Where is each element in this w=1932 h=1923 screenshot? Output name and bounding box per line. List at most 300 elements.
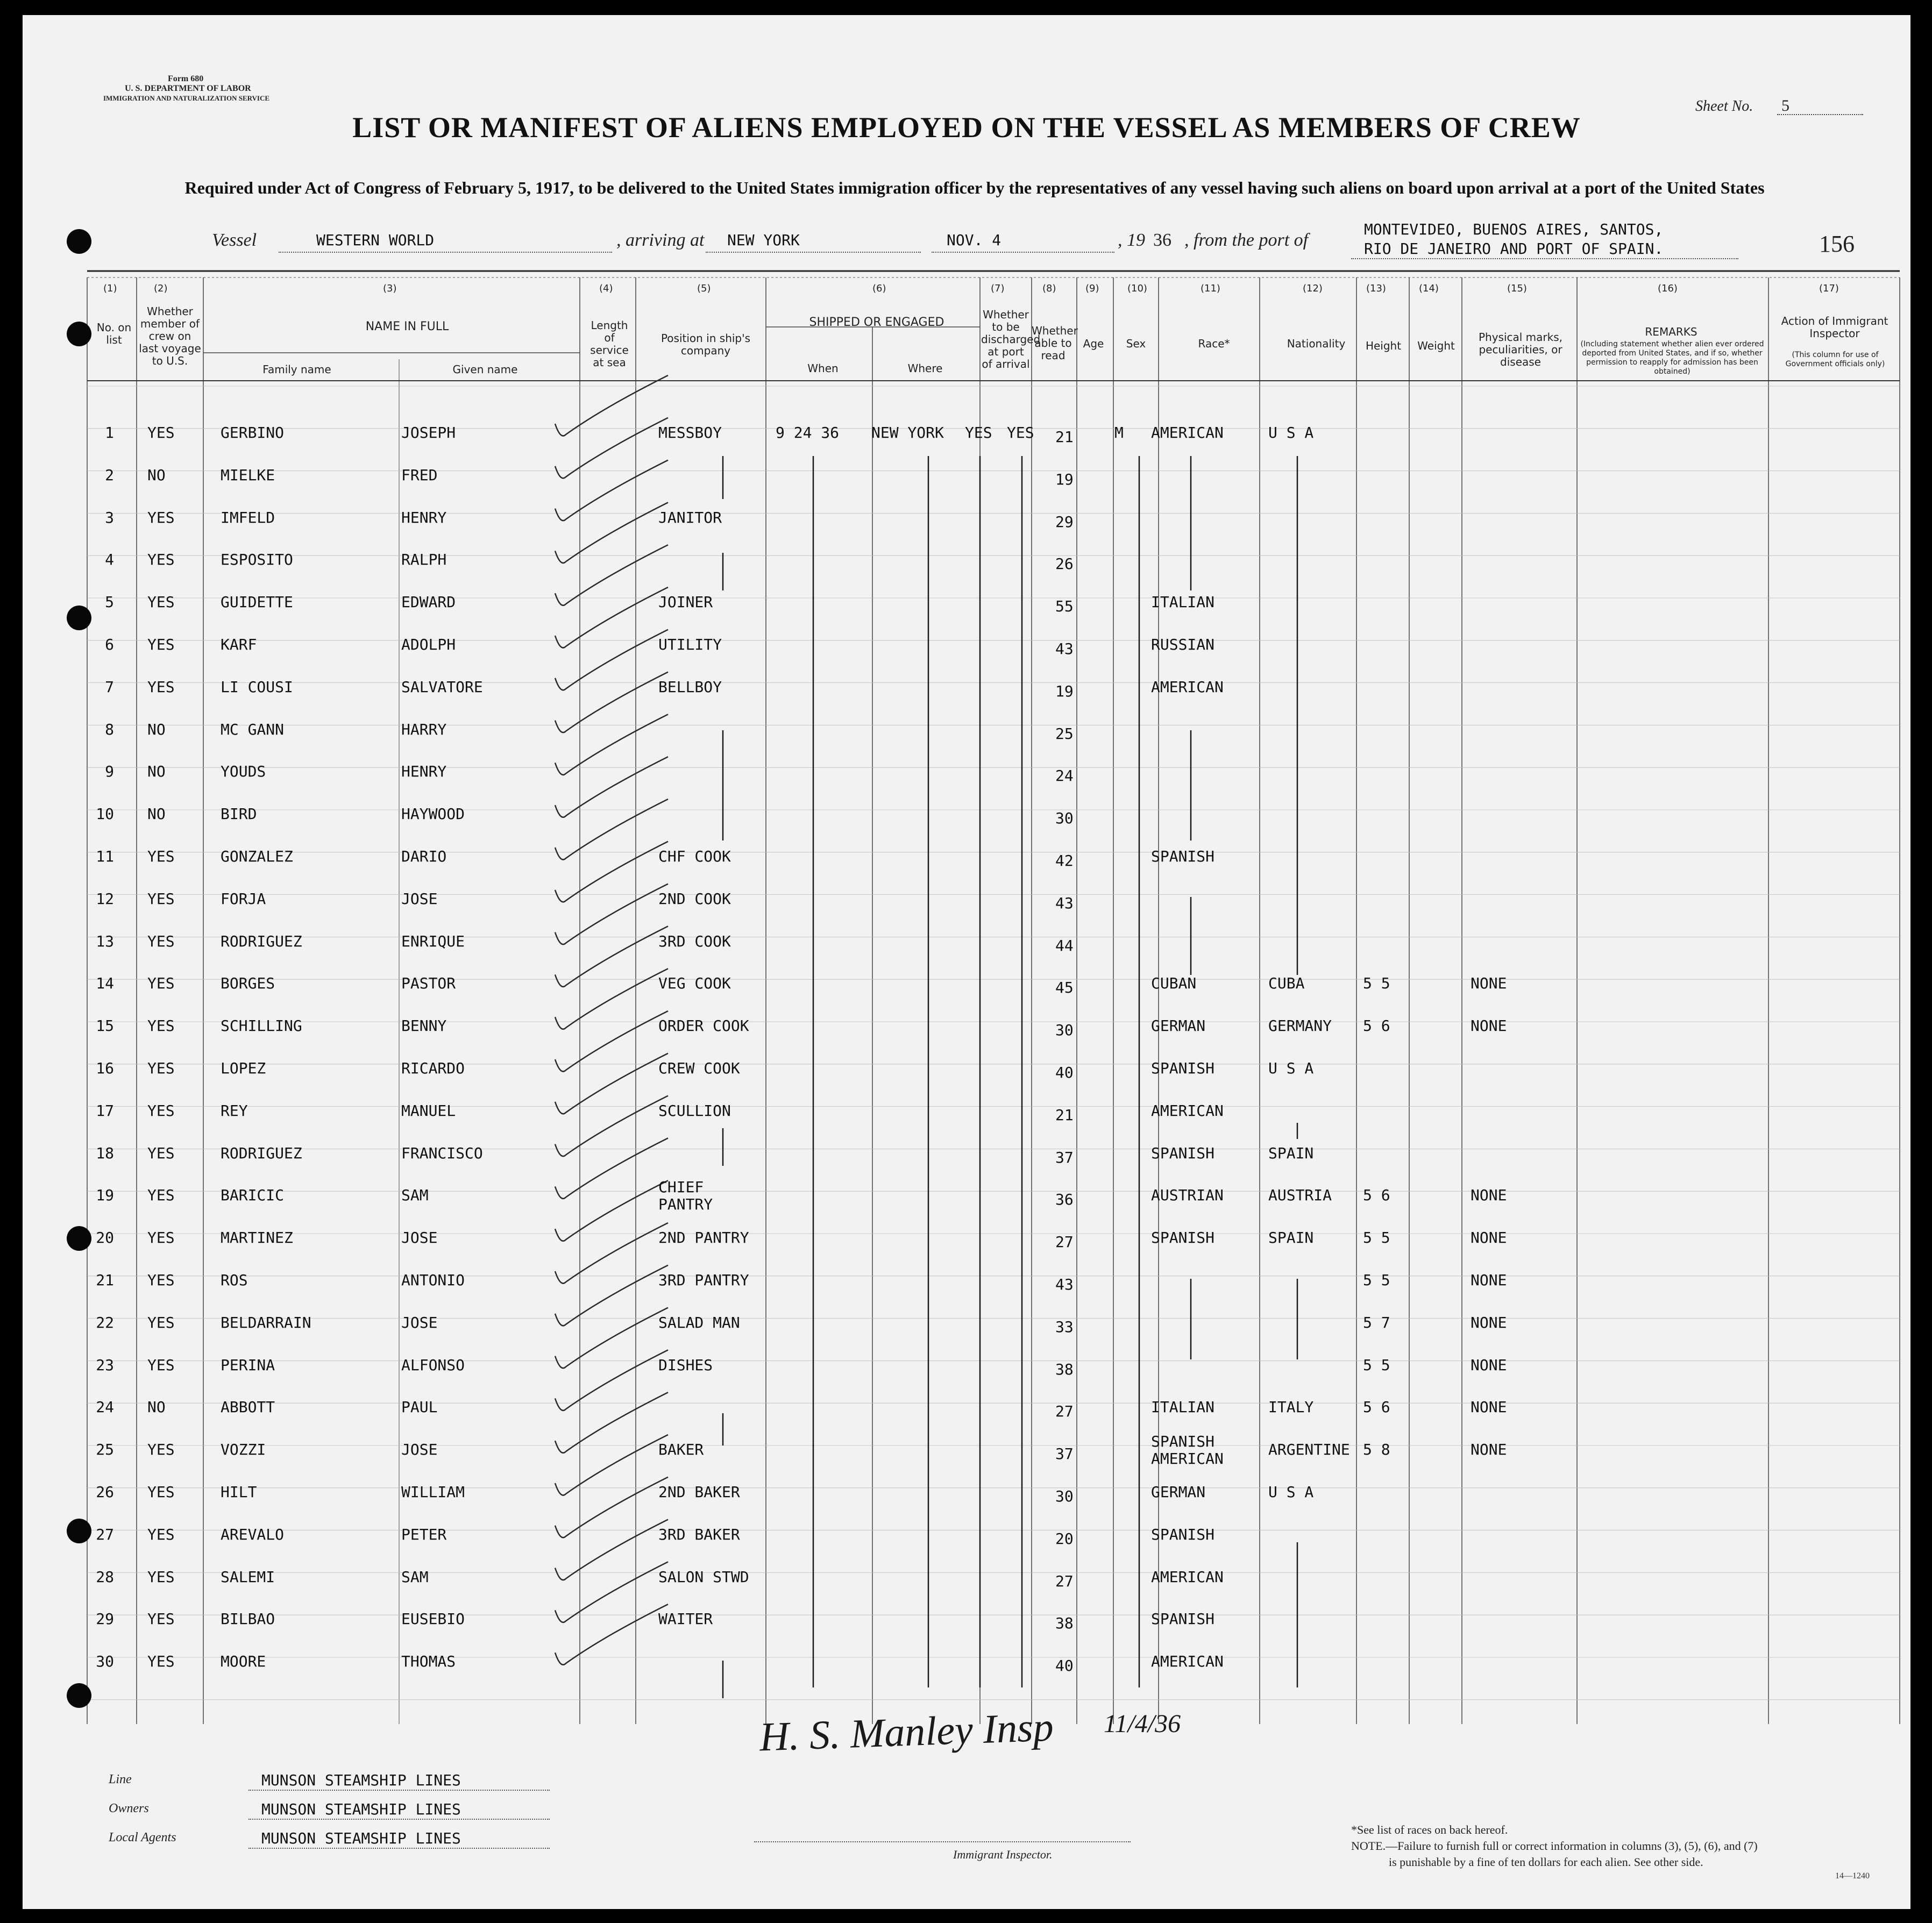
row-number: 13: [96, 932, 114, 950]
family-name: MC GANN: [221, 720, 285, 738]
column-header-family-name: Family name: [262, 363, 331, 376]
given-name: JOSE: [401, 1229, 438, 1247]
previous-voyage: YES: [147, 424, 175, 441]
previous-voyage: YES: [147, 678, 175, 696]
previous-voyage: YES: [147, 1229, 175, 1247]
column-number-9: (9): [1085, 283, 1099, 294]
column-number-12: (12): [1303, 283, 1323, 294]
owners-label: Owners: [109, 1801, 149, 1815]
previous-voyage: YES: [147, 847, 175, 865]
family-name: ESPOSITO: [221, 551, 293, 569]
race: SPANISH: [1151, 1059, 1215, 1077]
position: SCULLION: [658, 1101, 731, 1120]
age: 44: [1055, 936, 1074, 955]
given-name: PETER: [401, 1525, 447, 1543]
given-name: JOSE: [401, 1441, 438, 1459]
owners-value: MUNSON STEAMSHIP LINES: [261, 1800, 461, 1818]
race: AMERICAN: [1151, 678, 1224, 696]
family-name: BORGES: [221, 974, 275, 993]
race: SPANISH: [1151, 1144, 1215, 1162]
column-header-weight: Weight: [1417, 339, 1455, 352]
column-number-1: (1): [103, 283, 117, 294]
race: RUSSIAN: [1151, 636, 1215, 653]
column-header-given-name: Given name: [452, 363, 518, 376]
race: AMERICAN: [1151, 1568, 1224, 1586]
column-number-15: (15): [1507, 283, 1527, 294]
family-name: KARF: [221, 636, 257, 653]
row-number: 5: [105, 593, 114, 611]
position: JANITOR: [658, 508, 722, 526]
age: 30: [1055, 1021, 1074, 1039]
family-name: BARICIC: [221, 1186, 285, 1205]
age: 27: [1055, 1233, 1074, 1251]
family-name: BILBAO: [221, 1610, 275, 1628]
given-name: FRANCISCO: [401, 1144, 483, 1162]
row-number: 21: [96, 1271, 114, 1289]
vessel-name: WESTERN WORLD: [316, 231, 435, 249]
column-number-10: (10): [1127, 283, 1147, 294]
nationality: GERMANY: [1268, 1017, 1332, 1035]
nationality: SPAIN: [1268, 1229, 1314, 1247]
given-name: EUSEBIO: [401, 1610, 465, 1628]
row-number: 25: [96, 1441, 114, 1459]
nationality: SPAIN: [1268, 1144, 1314, 1162]
arrival-date: NOV. 4: [947, 231, 1001, 249]
family-name: IMFELD: [221, 508, 275, 526]
given-name: SAM: [401, 1186, 429, 1205]
race: SPANISH: [1151, 1610, 1215, 1628]
vessel-line: [279, 252, 612, 253]
column-header-action: Action of Immigrant Inspector: [1781, 315, 1888, 340]
page-title: LIST OR MANIFEST OF ALIENS EMPLOYED ON THE VESSEL AS MEMBERS OF CREW: [352, 111, 1581, 144]
position: ORDER COOK: [658, 1017, 749, 1035]
previous-voyage: YES: [147, 1525, 175, 1543]
height: 5 5: [1363, 974, 1390, 993]
nationality: AUSTRIA: [1268, 1186, 1332, 1205]
age: 40: [1055, 1657, 1074, 1675]
previous-voyage: YES: [147, 1101, 175, 1120]
row-number: 10: [96, 805, 114, 823]
age: 25: [1055, 724, 1074, 743]
position: 3RD COOK: [658, 932, 731, 950]
race: AMERICAN: [1151, 1653, 1224, 1671]
previous-voyage: YES: [147, 636, 175, 653]
sheet-number-label: Sheet No.: [1695, 98, 1753, 115]
family-name: LI COUSI: [221, 678, 293, 696]
age: 27: [1055, 1572, 1074, 1590]
previous-voyage: YES: [147, 1441, 175, 1459]
physical-marks: NONE: [1471, 974, 1507, 993]
given-name: SALVATORE: [401, 678, 483, 696]
check-mark: [555, 1604, 668, 1665]
family-name: MARTINEZ: [221, 1229, 293, 1247]
family-name: GUIDETTE: [221, 593, 293, 611]
inspector-label: Immigrant Inspector.: [953, 1848, 1053, 1861]
row-number: 15: [96, 1017, 114, 1035]
age: 33: [1055, 1317, 1074, 1336]
row-number: 24: [96, 1398, 114, 1416]
row-number: 23: [96, 1356, 114, 1374]
given-name: JOSE: [401, 1313, 438, 1331]
previous-voyage: YES: [147, 1568, 175, 1586]
column-header-race: Race*: [1198, 337, 1230, 350]
agents-value: MUNSON STEAMSHIP LINES: [261, 1829, 461, 1847]
column-header-discharged: Whether to be discharged at port of arrival: [981, 308, 1041, 371]
previous-voyage: NO: [147, 763, 166, 781]
agents-value-line: [248, 1848, 550, 1849]
position: CREW COOK: [658, 1059, 740, 1077]
age: 30: [1055, 1487, 1074, 1505]
row-number: 7: [105, 678, 114, 696]
discharged: YES: [965, 424, 992, 441]
shipped-when: 9 24 36: [776, 424, 840, 441]
height: 5 6: [1363, 1017, 1390, 1035]
race: GERMAN: [1151, 1483, 1206, 1501]
age: 26: [1055, 555, 1074, 573]
row-number: 20: [96, 1229, 114, 1247]
family-name: BELDARRAIN: [221, 1313, 311, 1331]
from-port-line1: MONTEVIDEO, BUENOS AIRES, SANTOS,: [1364, 220, 1664, 238]
family-name: GONZALEZ: [221, 847, 293, 865]
previous-voyage: YES: [147, 1313, 175, 1331]
row-number: 19: [96, 1186, 114, 1205]
given-name: RICARDO: [401, 1059, 465, 1077]
position: SALON STWD: [658, 1568, 749, 1586]
position: WAITER: [658, 1610, 713, 1628]
position: VEG COOK: [658, 974, 731, 993]
family-name: PERINA: [221, 1356, 275, 1374]
position: 2ND PANTRY: [658, 1229, 749, 1247]
manifest-sheet: [23, 15, 1910, 1909]
row-number: 29: [96, 1610, 114, 1628]
age: 38: [1055, 1614, 1074, 1633]
punch-hole: [67, 322, 91, 346]
from-port-line2: RIO DE JANEIRO AND PORT OF SPAIN.: [1364, 240, 1664, 258]
column-number-2: (2): [154, 283, 168, 294]
given-name: HAYWOOD: [401, 805, 465, 823]
row-number: 22: [96, 1313, 114, 1331]
given-name: DARIO: [401, 847, 447, 865]
previous-voyage: NO: [147, 720, 166, 738]
line-value-line: [248, 1790, 550, 1791]
row-number: 27: [96, 1525, 114, 1543]
family-name: YOUDS: [221, 763, 266, 781]
row-number: 4: [105, 551, 114, 569]
year-label: , 19: [1118, 230, 1145, 250]
row-number: 1: [105, 424, 114, 441]
column-number-5: (5): [697, 283, 711, 294]
physical-marks: NONE: [1471, 1017, 1507, 1035]
vessel-label: Vessel: [212, 230, 257, 250]
column-number-16: (16): [1658, 283, 1678, 294]
age: 43: [1055, 1276, 1074, 1293]
column-header-action-note: (This column for use of Government officials only): [1785, 351, 1885, 368]
sex: M: [1114, 424, 1124, 441]
column-number-17: (17): [1819, 283, 1839, 294]
age: 38: [1055, 1360, 1074, 1378]
row-number: 14: [96, 974, 114, 993]
position: UTILITY: [658, 636, 722, 653]
footnote: [1351, 1822, 1758, 1870]
column-header-remarks: REMARKS: [1645, 325, 1697, 338]
previous-voyage: NO: [147, 1398, 166, 1416]
age: 24: [1055, 767, 1074, 785]
row-number: 8: [105, 720, 114, 738]
age: 43: [1055, 640, 1074, 658]
race: AUSTRIAN: [1151, 1186, 1224, 1205]
row-number: 18: [96, 1144, 114, 1162]
family-name: MOORE: [221, 1653, 266, 1671]
previous-voyage: YES: [147, 551, 175, 569]
race: GERMAN: [1151, 1017, 1206, 1035]
footnote-note: NOTE.—Failure to furnish full or correct information in columns (3), (5), (6), and (7): [1351, 1839, 1758, 1853]
inspector-signature-line: [754, 1841, 1131, 1842]
family-name: SALEMI: [221, 1568, 275, 1586]
row-number: 6: [105, 636, 114, 653]
column-header-able-to-read: Whether able to read: [1032, 324, 1078, 362]
family-name: ROS: [221, 1271, 248, 1289]
given-name: ADOLPH: [401, 636, 456, 653]
age: 42: [1055, 852, 1074, 870]
agents-label: Local Agents: [109, 1831, 176, 1844]
family-name: RODRIGUEZ: [221, 1144, 302, 1162]
position: DISHES: [658, 1356, 713, 1374]
nationality: U S A: [1268, 1483, 1314, 1501]
age: 19: [1055, 682, 1074, 700]
position: 3RD PANTRY: [658, 1271, 749, 1289]
row-number: 26: [96, 1483, 114, 1501]
position: SALAD MAN: [658, 1313, 740, 1331]
height: 5 5: [1363, 1356, 1390, 1374]
nationality: ITALY: [1268, 1398, 1314, 1416]
race: CUBAN: [1151, 974, 1197, 993]
family-name: SCHILLING: [221, 1017, 302, 1035]
age: 20: [1055, 1529, 1074, 1548]
previous-voyage: YES: [147, 889, 175, 908]
given-name: HENRY: [401, 763, 447, 781]
column-header-shipped: SHIPPED OR ENGAGED: [809, 316, 944, 329]
form-grid: [23, 15, 1910, 1909]
age: 55: [1055, 597, 1074, 616]
position: MESSBOY: [658, 424, 722, 441]
previous-voyage: YES: [147, 1059, 175, 1077]
nationality: U S A: [1268, 424, 1314, 441]
column-header-when: When: [807, 362, 839, 375]
given-name: HARRY: [401, 720, 447, 738]
physical-marks: NONE: [1471, 1313, 1507, 1331]
given-name: WILLIAM: [401, 1483, 465, 1501]
previous-voyage: YES: [147, 1017, 175, 1035]
punch-hole: [67, 606, 91, 630]
previous-voyage: YES: [147, 932, 175, 950]
row-number: 28: [96, 1568, 114, 1586]
year-value: 36: [1153, 230, 1171, 250]
position: JOINER: [658, 593, 713, 611]
family-name: GERBINO: [221, 424, 285, 441]
column-number-3: (3): [383, 283, 397, 294]
given-name: PAUL: [401, 1398, 438, 1416]
race: SPANISH AMERICAN: [1151, 1433, 1224, 1468]
arrival-date-line: [932, 252, 1114, 253]
age: 40: [1055, 1064, 1074, 1081]
age: 27: [1055, 1402, 1074, 1421]
physical-marks: NONE: [1471, 1356, 1507, 1374]
row-number: 12: [96, 889, 114, 908]
previous-voyage: YES: [147, 1144, 175, 1162]
given-name: PASTOR: [401, 974, 456, 993]
given-name: EDWARD: [401, 593, 456, 611]
from-port-label: , from the port of: [1184, 230, 1309, 250]
row-number: 3: [105, 508, 114, 526]
family-name: FORJA: [221, 889, 266, 908]
family-name: RODRIGUEZ: [221, 932, 302, 950]
position: BAKER: [658, 1441, 704, 1459]
family-name: BIRD: [221, 805, 257, 823]
column-header-no: No. on list: [96, 321, 132, 346]
height: 5 5: [1363, 1229, 1390, 1247]
family-name: AREVALO: [221, 1525, 285, 1543]
column-header-position: Position in ship's company: [660, 332, 751, 357]
column-header-nationality: Nationality: [1287, 337, 1346, 350]
row-number: 2: [105, 466, 114, 484]
age: 19: [1055, 470, 1074, 488]
race: SPANISH: [1151, 847, 1215, 865]
given-name: FRED: [401, 466, 438, 484]
previous-voyage: YES: [147, 1271, 175, 1289]
form-identifier: Form 680 U. S. DEPARTMENT OF LABOR IMMIGRATION AND NATURALIZATION SERVICE: [103, 74, 270, 102]
previous-voyage: YES: [147, 1356, 175, 1374]
family-name: ABBOTT: [221, 1398, 275, 1416]
age: 30: [1055, 809, 1074, 828]
row-number: 9: [105, 763, 114, 781]
column-header-sex: Sex: [1126, 337, 1146, 350]
race: SPANISH: [1151, 1525, 1215, 1543]
column-number-11: (11): [1201, 283, 1220, 294]
previous-voyage: YES: [147, 508, 175, 526]
column-number-13: (13): [1366, 283, 1386, 294]
height: 5 5: [1363, 1271, 1390, 1289]
position: 2ND COOK: [658, 889, 731, 908]
race: SPANISH: [1151, 1229, 1215, 1247]
age: 37: [1055, 1445, 1074, 1463]
given-name: ENRIQUE: [401, 932, 465, 950]
position: 3RD BAKER: [658, 1525, 740, 1543]
signature-date: 11/4/36: [1104, 1710, 1181, 1738]
punch-hole: [67, 229, 91, 254]
race: ITALIAN: [1151, 1398, 1215, 1416]
row-number: 16: [96, 1059, 114, 1077]
page-subtitle: Required under Act of Congress of February 5, 1917, to be delivered to the United States immigration officer by the representatives of any vessel having such aliens on board upon arrival at a port of the United States: [184, 178, 1765, 197]
height: 5 6: [1363, 1186, 1390, 1205]
race: AMERICAN: [1151, 424, 1224, 441]
physical-marks: NONE: [1471, 1271, 1507, 1289]
column-header-name: NAME IN FULL: [365, 320, 449, 333]
punch-hole: [67, 1226, 91, 1251]
age: 29: [1055, 512, 1074, 531]
given-name: HENRY: [401, 508, 447, 526]
owners-value-line: [248, 1819, 550, 1820]
given-name: MANUEL: [401, 1101, 456, 1120]
family-name: LOPEZ: [221, 1059, 266, 1077]
family-name: VOZZI: [221, 1441, 266, 1459]
footnote-note-cont: is punishable by a fine of ten dollars for each alien. See other side.: [1389, 1855, 1703, 1869]
row-number: 30: [96, 1653, 114, 1671]
age: 21: [1055, 1106, 1074, 1124]
nationality: CUBA: [1268, 974, 1305, 993]
given-name: SAM: [401, 1568, 429, 1586]
row-number: 11: [96, 847, 114, 865]
age: 37: [1055, 1148, 1074, 1166]
arrival-port-line: [706, 252, 921, 253]
given-name: ANTONIO: [401, 1271, 465, 1289]
column-number-7: (7): [991, 283, 1005, 294]
column-header-where: Where: [907, 362, 943, 375]
height: 5 7: [1363, 1313, 1390, 1331]
sheet-number: 5: [1781, 97, 1789, 115]
height: 5 6: [1363, 1398, 1390, 1416]
physical-marks: NONE: [1471, 1186, 1507, 1205]
inspector-signature: H. S. Manley Insp: [758, 1704, 1054, 1760]
column-number-4: (4): [599, 283, 613, 294]
line-label: Line: [109, 1772, 132, 1786]
age: 21: [1055, 428, 1074, 446]
position: BELLBOY: [658, 678, 722, 696]
nationality: ARGENTINE: [1268, 1441, 1350, 1459]
punch-hole: [67, 1683, 91, 1708]
family-name: REY: [221, 1101, 248, 1120]
footnote-races: *See list of races on back hereof.: [1351, 1823, 1508, 1836]
given-name: THOMAS: [401, 1653, 456, 1671]
height: 5 8: [1363, 1441, 1390, 1459]
column-header-prev-voyage: Whether member of crew on last voyage to U.S.: [139, 305, 201, 367]
family-name: MIELKE: [221, 466, 275, 484]
from-port-line: [1351, 258, 1738, 259]
given-name: JOSE: [401, 889, 438, 908]
age: 43: [1055, 894, 1074, 912]
form-code: 14—1240: [1835, 1871, 1870, 1881]
column-header-height: Height: [1365, 339, 1402, 352]
column-header-physical-marks: Physical marks, peculiarities, or disease: [1478, 331, 1563, 368]
previous-voyage: YES: [147, 593, 175, 611]
given-name: RALPH: [401, 551, 447, 569]
physical-marks: NONE: [1471, 1441, 1507, 1459]
previous-voyage: YES: [147, 1483, 175, 1501]
column-number-6: (6): [872, 283, 886, 294]
arrival-port: NEW YORK: [727, 231, 800, 249]
nationality: U S A: [1268, 1059, 1314, 1077]
given-name: BENNY: [401, 1017, 447, 1035]
age: 45: [1055, 979, 1074, 997]
family-name: HILT: [221, 1483, 257, 1501]
physical-marks: NONE: [1471, 1229, 1507, 1247]
position: CHF COOK: [658, 847, 731, 865]
previous-voyage: YES: [147, 1610, 175, 1628]
page-number: 156: [1819, 231, 1855, 257]
age: 36: [1055, 1191, 1074, 1209]
given-name: ALFONSO: [401, 1356, 465, 1374]
position: 2ND BAKER: [658, 1483, 740, 1501]
column-number-8: (8): [1042, 283, 1056, 294]
column-header-age: Age: [1083, 337, 1104, 350]
previous-voyage: YES: [147, 974, 175, 993]
physical-marks: NONE: [1471, 1398, 1507, 1416]
able-to-read: YES: [1007, 424, 1034, 441]
previous-voyage: NO: [147, 466, 166, 484]
previous-voyage: YES: [147, 1653, 175, 1671]
race: AMERICAN: [1151, 1101, 1224, 1120]
punch-hole: [67, 1519, 91, 1543]
line-value: MUNSON STEAMSHIP LINES: [261, 1771, 461, 1789]
